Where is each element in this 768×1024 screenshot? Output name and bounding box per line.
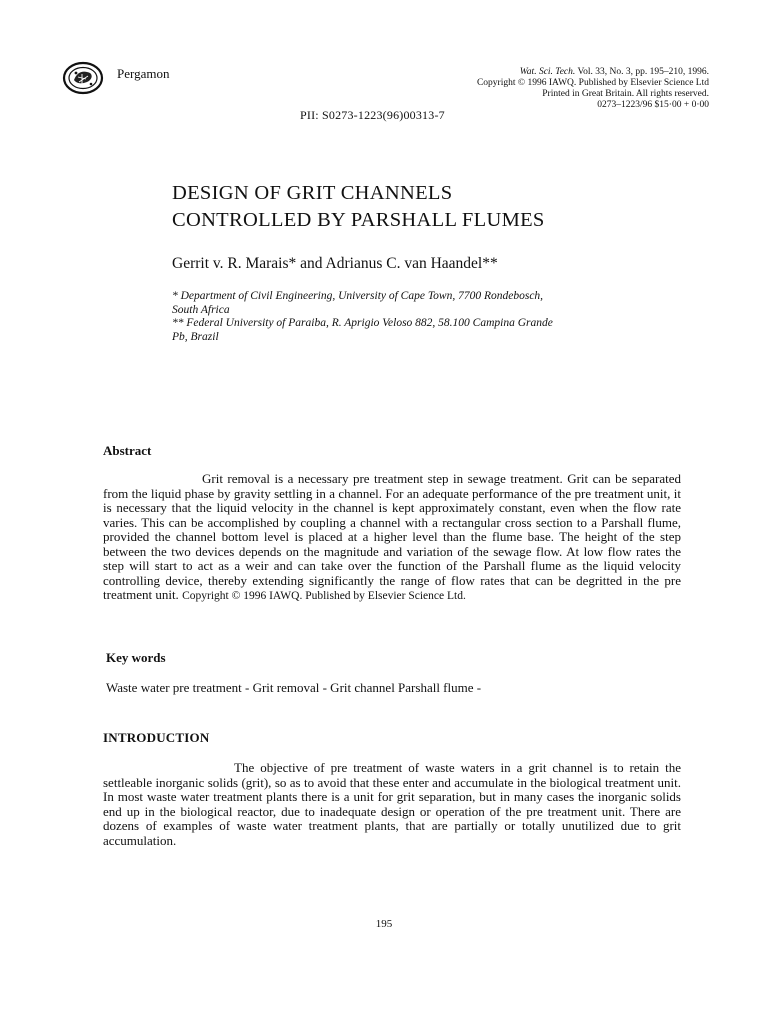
- introduction-heading: INTRODUCTION: [103, 730, 210, 745]
- citation-line-1: [379, 67, 709, 78]
- author-list: Gerrit v. R. Marais* and Adrianus C. van Haandel**: [172, 255, 498, 272]
- affiliation-line-4: Pb, Brazil: [172, 330, 219, 343]
- paper-title: [172, 180, 545, 234]
- title-line-1: DESIGN OF GRIT CHANNELS: [172, 182, 453, 204]
- citation-line-3: Printed in Great Britain. All rights reserved.: [542, 89, 709, 99]
- page-number: 195: [375, 918, 393, 930]
- keywords-list: Waste water pre treatment - Grit removal - Grit channel Parshall flume -: [106, 680, 482, 695]
- affiliations: [172, 290, 642, 344]
- citation-line-2: Copyright © 1996 IAWQ. Published by Elsevier Science Ltd: [476, 78, 709, 88]
- title-line-2: CONTROLLED BY PARSHALL FLUMES: [172, 209, 545, 231]
- citation-block: [379, 67, 709, 111]
- keywords-heading: Key words: [106, 650, 166, 665]
- affiliation-line-3: ** Federal University of Paraiba, R. Aprigio Veloso 882, 58.100 Campina Grande: [172, 317, 553, 329]
- affiliation-line-1: * Department of Civil Engineering, University of Cape Town, 7700 Rondebosch,: [172, 290, 544, 302]
- journal-name: Wat. Sci. Tech.: [519, 67, 576, 77]
- publisher-name: Pergamon: [117, 66, 170, 81]
- introduction-paragraph: The objective of pre treatment of waste waters in a grit channel is to retain the settleable inorganic solids (grit), so as to avoid that these enter and accumulate in the biological treatment unit. In most waste water treatment plants there is a unit for grit separation, but in many cases the inorganic solids end up in the biological reactor, due to inadequate design or operation of the pre treatment unit. There are dozens of examples of waste water treatment plants, that are partially or totally unutilized due to grit accumulation.: [103, 760, 681, 848]
- citation-line-4: 0273–1223/96 $15·00 + 0·00: [597, 100, 709, 110]
- publisher-logo-icon: [62, 61, 104, 95]
- abstract-text: Grit removal is a necessary pre treatment step in sewage treatment. Grit can be separated from the liquid phase by gravity settling in a channel. For an adequate performance of the pre treatment unit, it is necessary that the liquid velocity in the channel is kept approximately constant, even when the flow rate varies. This can be accomplished by coupling a channel with a rectangular cross section to a Parshall flume, provided the channel bottom level is placed at a higher level than the flume base. The height of the step between the two devices depends on the magnitude and variation of the sewage flow. At low flow rates the step will start to act as a weir and can take over the function of the Parshall flume as the liquid velocity controlling device, thereby extending significantly the range of flow rates that can be degritted in the pre treatment unit.: [103, 471, 681, 602]
- affiliation-line-2: South Africa: [172, 303, 230, 316]
- abstract-copyright: Copyright © 1996 IAWQ. Published by Elsevier Science Ltd.: [182, 590, 466, 602]
- abstract-heading: Abstract: [103, 443, 152, 458]
- abstract-paragraph: [103, 472, 681, 604]
- pii-identifier: PII: S0273-1223(96)00313-7: [300, 108, 445, 122]
- volume-info: Vol. 33, No. 3, pp. 195–210, 1996.: [575, 67, 709, 77]
